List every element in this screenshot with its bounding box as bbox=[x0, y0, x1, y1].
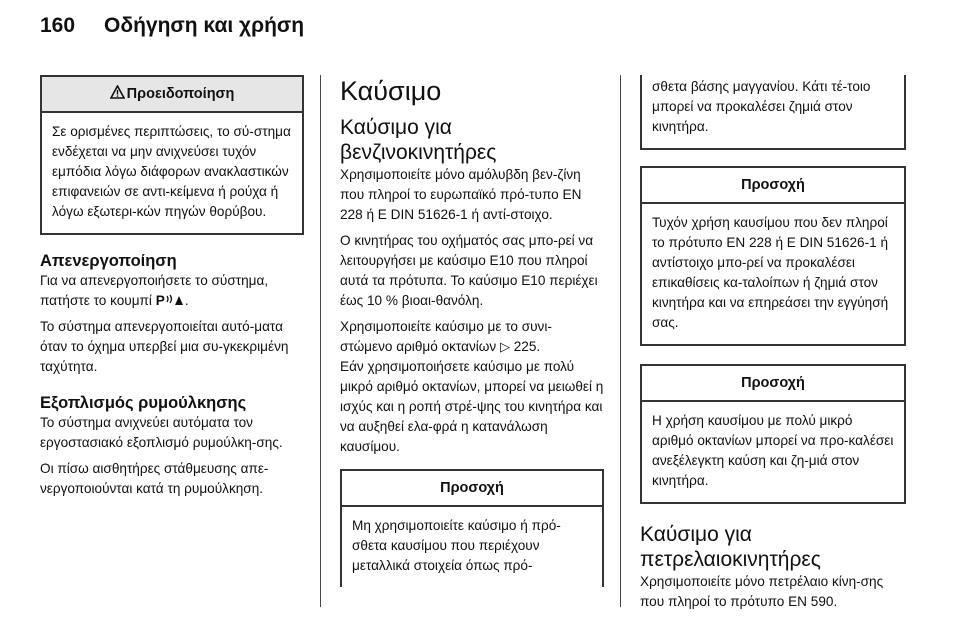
petrol-paragraph-1: Χρησιμοποιείτε μόνο αμόλυβδη βεν-ζίνη που πληροί το ευρωπαϊκό πρό-τυπο EN 228 ή E DIN 51626-1 ή αντί-στοιχο. bbox=[340, 167, 582, 222]
page-header bbox=[40, 14, 304, 46]
petrol-text-3: Χρησιμοποιείτε καύσιμο με το συνι-στώμενο αριθμό οκτανίων bbox=[340, 319, 552, 354]
caution-box-2-header: Προσοχή bbox=[642, 168, 904, 204]
petrol-text-3-continued: Εάν χρησιμοποιήσετε καύσιμο με πολύ μικρό αριθμό οκτανίων, μπορεί να μειωθεί η ισχύς και η ροπή στρέ-ψης του κινητήρα και να αυξηθεί ελα-φρά η κατανάλωση καυσίμου. bbox=[340, 359, 604, 454]
parking-assist-button-glyph: P bbox=[155, 293, 165, 308]
petrol-paragraph-2: Ο κινητήρας του οχήματός σας μπο-ρεί να λειτουργήσει με καύσιμο E10 που πληροί αυτά τα πρότυπα. Το καύσιμο E10 περιέχει έως 10 % βιοαι-θανόλη. bbox=[340, 233, 598, 308]
deactivation-paragraph bbox=[40, 271, 304, 311]
caution-box-1 bbox=[340, 469, 604, 587]
column-divider bbox=[620, 75, 621, 607]
towing-heading: Εξοπλισμός ρυμούλκησης bbox=[40, 394, 247, 412]
column-left bbox=[40, 75, 304, 499]
warning-box bbox=[40, 75, 304, 235]
warning-text: Σε ορισμένες περιπτώσεις, το σύ-στημα ενδέχεται να μην ανιχνεύσει τυχόν εμπόδια λόγω διάφορων ανακλαστικών επιφανειών σε αντι-κείμενα ή ρούχα ή λόγω εξωτερι-κών πηγών θορύβου. bbox=[52, 124, 291, 219]
deactivation-heading: Απενεργοποίηση bbox=[40, 252, 177, 270]
caution-box-1-text: Μη χρησιμοποιείτε καύσιμο ή πρό-σθετα καυσίμου που περιέχουν μεταλλικά στοιχεία όπως πρό- bbox=[352, 518, 561, 573]
deactivation-text-end: . bbox=[184, 293, 189, 308]
caution-box-2 bbox=[640, 166, 906, 346]
page-title: Οδήγηση και χρήση bbox=[104, 14, 305, 37]
deactivation-text: Για να απενεργοποιήσετε το σύστημα, πατήστε το κουμπί bbox=[40, 273, 269, 308]
column-middle bbox=[340, 75, 604, 587]
column-divider bbox=[320, 75, 321, 607]
caution-box-2-text: Τυχόν χρήση καυσίμου που δεν πληροί το πρότυπο EN 228 ή E DIN 51626-1 ή αντίστοιχο μπο-ρεί να προκαλέσει επικαθίσεις κα-ταλοίπων ή ζημιά στον κινητήρα και να επηρεάσει την εγγύησή σας. bbox=[652, 215, 889, 330]
diesel-heading: Καύσιμο για πετρελαιοκινητήρες bbox=[640, 523, 821, 571]
caution-box-3 bbox=[640, 364, 906, 504]
warning-box-header bbox=[42, 77, 302, 113]
warning-title: Προειδοποίηση bbox=[126, 86, 235, 102]
page-number: 160 bbox=[40, 14, 76, 37]
caution-box-3-header: Προσοχή bbox=[642, 366, 904, 402]
column-right bbox=[640, 75, 906, 612]
caution-box-1-continued bbox=[640, 75, 906, 150]
caution-box-3-text: Η χρήση καυσίμου με πολύ μικρό αριθμό οκτανίων μπορεί να προ-καλέσει ανεξέλεγκτη καύση και ζη-μιά στον κινητήρα. bbox=[652, 413, 894, 488]
diesel-paragraph: Χρησιμοποιείτε μόνο πετρέλαιο κίνη-σης που πληροί το πρότυπο EN 590. bbox=[640, 574, 884, 609]
page-reference-arrow-icon: ▷ bbox=[499, 339, 510, 354]
petrol-paragraph-3 bbox=[340, 317, 604, 457]
petrol-heading: Καύσιμο για βενζινοκινητήρες bbox=[340, 116, 497, 164]
towing-paragraph: Το σύστημα ανιχνεύει αυτόματα τον εργοστασιακό εξοπλισμό ρυμούλκη-σης. bbox=[40, 415, 283, 450]
caution-box-1-continued-text: σθετα βάσης μαγγανίου. Κάτι τέ-τοιο μπορεί να προκαλέσει ζημιά στον κινητήρα. bbox=[652, 79, 871, 134]
page-reference: 225. bbox=[509, 339, 541, 354]
towing-paragraph-2: Οι πίσω αισθητήρες στάθμευσης απε-νεργοποιούνται κατά τη ρυμούλκηση. bbox=[40, 461, 269, 496]
caution-box-1-header: Προσοχή bbox=[342, 471, 602, 507]
parking-sensor-icon bbox=[165, 293, 185, 308]
warning-triangle-icon bbox=[110, 78, 125, 112]
deactivation-paragraph-2: Το σύστημα απενεργοποιείται αυτό-ματα όταν το όχημα υπερβεί μια συ-γκεκριμένη ταχύτητα. bbox=[40, 319, 289, 374]
fuel-heading: Καύσιμο bbox=[340, 76, 442, 106]
